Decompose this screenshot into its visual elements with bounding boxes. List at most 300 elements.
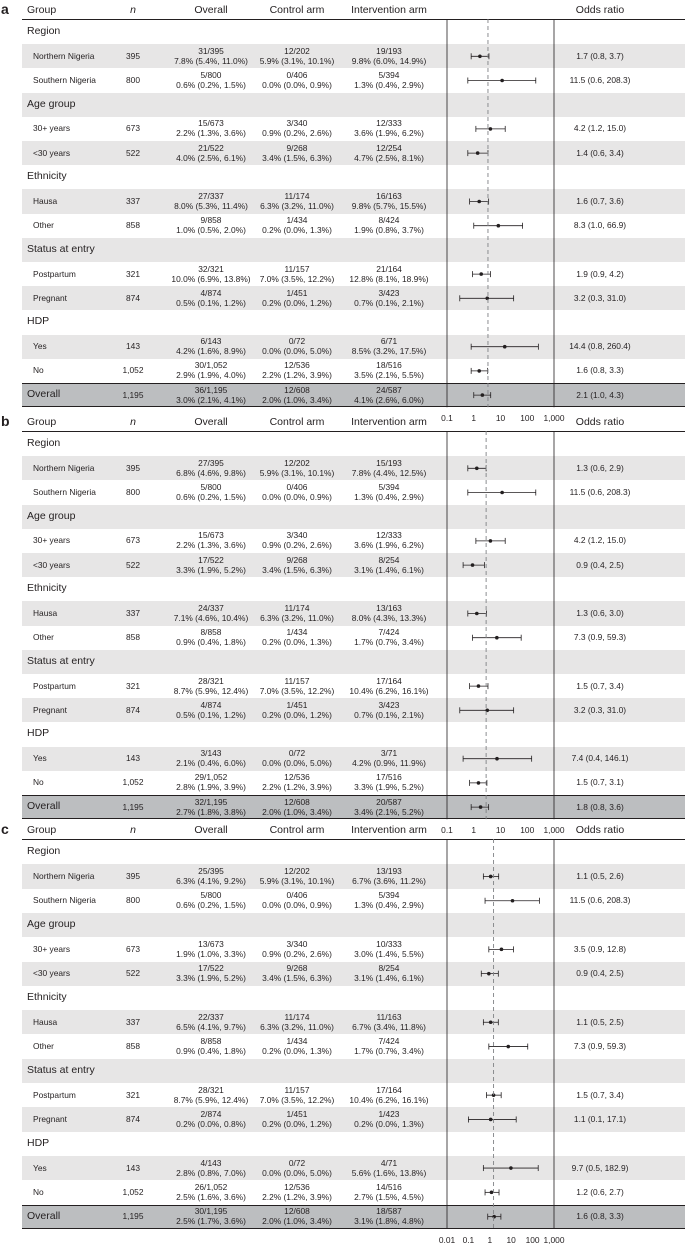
odds-ratio-text: 1.1 (0.1, 17.1) xyxy=(573,1113,627,1124)
control-arm-cell-percent: 0.2% (0.0%, 1.2%) xyxy=(262,1118,332,1129)
odds-ratio-text: 1.5 (0.7, 3.4) xyxy=(576,680,624,691)
row-label: Postpartum xyxy=(33,1089,76,1100)
odds-ratio-point xyxy=(509,1166,513,1170)
overall-cell-percent: 0.9% (0.4%, 1.8%) xyxy=(176,637,246,648)
overall-cell-count: 5/800 xyxy=(200,70,222,80)
control-arm-cell-percent: 2.2% (1.2%, 3.9%) xyxy=(262,782,332,793)
intervention-arm-cell-count: 20/587 xyxy=(376,796,402,807)
overall-cell-count: 5/800 xyxy=(200,482,222,492)
n-value: 1,195 xyxy=(122,389,144,400)
control-arm-cell-count: 11/174 xyxy=(284,191,310,201)
intervention-arm-cell-count: 17/516 xyxy=(376,772,402,783)
axis-tick-label: 0.1 xyxy=(441,825,453,836)
n-value: 874 xyxy=(126,292,140,303)
control-arm-cell-percent: 2.0% (1.0%, 3.4%) xyxy=(262,1216,332,1227)
odds-ratio-text: 1.6 (0.7, 3.6) xyxy=(576,196,624,206)
odds-ratio-text: 1.2 (0.6, 2.7) xyxy=(576,1186,624,1197)
section-title: Age group xyxy=(27,97,76,110)
n-value: 337 xyxy=(126,196,140,206)
overall-cell-count: 15/673 xyxy=(198,530,224,541)
control-arm-cell-count: 1/434 xyxy=(286,627,308,638)
overall-cell-count: 8/858 xyxy=(200,1036,222,1047)
overall-cell-count: 28/321 xyxy=(198,675,224,686)
n-value: 1,052 xyxy=(122,1186,144,1197)
overall-label: Overall xyxy=(27,1209,61,1222)
section-title: Ethnicity xyxy=(27,170,67,183)
section-title: Age group xyxy=(27,509,76,522)
overall-cell-count: 28/321 xyxy=(198,1084,224,1095)
odds-ratio-point xyxy=(489,127,493,131)
overall-cell-percent: 2.5% (1.6%, 3.6%) xyxy=(176,1191,246,1202)
control-arm-cell-percent: 2.2% (1.2%, 3.9%) xyxy=(262,370,332,381)
intervention-arm-cell-percent: 10.4% (6.2%, 16.1%) xyxy=(349,685,429,696)
control-arm-cell-percent: 0.9% (0.2%, 2.6%) xyxy=(262,948,332,959)
overall-label: Overall xyxy=(27,388,61,401)
intervention-arm-cell-count: 10/333 xyxy=(376,938,402,949)
odds-ratio-point xyxy=(477,781,481,785)
n-value: 874 xyxy=(126,1113,140,1124)
intervention-arm-cell-percent: 3.6% (1.9%, 6.2%) xyxy=(354,128,424,139)
overall-cell-percent: 7.1% (4.6%, 10.4%) xyxy=(173,613,249,623)
odds-ratio-text: 1.6 (0.8, 3.3) xyxy=(576,1211,624,1222)
control-arm-cell-count: 0/406 xyxy=(286,890,308,901)
overall-cell-count: 9/858 xyxy=(200,215,222,226)
row-label: Yes xyxy=(33,1162,47,1173)
odds-ratio-point xyxy=(479,272,483,276)
overall-cell-count: 4/143 xyxy=(200,1157,222,1168)
intervention-arm-cell-count: 21/164 xyxy=(376,263,402,274)
overall-cell-percent: 2.2% (1.3%, 3.6%) xyxy=(176,540,246,551)
control-arm-cell-percent: 6.3% (3.2%, 11.0%) xyxy=(260,1021,334,1032)
intervention-arm-cell-count: 19/193 xyxy=(376,45,402,56)
header-group: Group xyxy=(27,416,57,428)
intervention-arm-cell-count: 15/193 xyxy=(376,457,402,468)
n-value: 1,052 xyxy=(122,365,144,376)
overall-cell-count: 2/874 xyxy=(200,1108,222,1119)
overall-cell-count: 24/337 xyxy=(198,603,224,613)
odds-ratio-text: 8.3 (1.0, 66.9) xyxy=(573,220,627,231)
control-arm-cell-count: 12/202 xyxy=(284,865,310,876)
n-value: 800 xyxy=(126,895,140,906)
odds-ratio-point xyxy=(500,79,504,83)
overall-cell-percent: 4.2% (1.6%, 8.9%) xyxy=(176,346,246,357)
n-value: 143 xyxy=(126,1162,140,1173)
control-arm-cell-count: 1/451 xyxy=(286,287,308,298)
odds-ratio-point xyxy=(506,1045,510,1049)
odds-ratio-point xyxy=(500,491,504,495)
intervention-arm-cell-percent: 0.7% (0.1%, 2.1%) xyxy=(354,709,424,720)
n-value: 800 xyxy=(126,487,140,497)
n-value: 874 xyxy=(126,704,140,715)
control-arm-cell-percent: 0.9% (0.2%, 2.6%) xyxy=(262,540,332,551)
odds-ratio-text: 9.7 (0.5, 182.9) xyxy=(571,1162,629,1173)
n-value: 1,195 xyxy=(122,801,144,812)
control-arm-cell-percent: 0.2% (0.0%, 1.3%) xyxy=(262,225,332,236)
n-value: 337 xyxy=(126,608,140,618)
n-value: 522 xyxy=(126,968,140,979)
header-control-arm: Control arm xyxy=(269,4,325,16)
row-label: Northern Nigeria xyxy=(33,462,95,473)
section-title: Age group xyxy=(27,917,76,930)
overall-cell-count: 36/1,195 xyxy=(194,384,228,395)
odds-ratio-point xyxy=(479,805,483,809)
intervention-arm-cell-percent: 10.4% (6.2%, 16.1%) xyxy=(349,1094,429,1105)
overall-cell-count: 26/1,052 xyxy=(194,1181,228,1192)
odds-ratio-point xyxy=(492,1215,496,1219)
control-arm-cell-count: 11/157 xyxy=(284,1084,310,1095)
row-label: Northern Nigeria xyxy=(33,50,95,61)
control-arm-cell-percent: 0.2% (0.0%, 1.2%) xyxy=(262,709,332,720)
control-arm-cell-count: 11/157 xyxy=(284,675,310,686)
odds-ratio-point xyxy=(489,539,493,543)
control-arm-cell-count: 0/72 xyxy=(288,748,306,759)
row-label: <30 years xyxy=(33,559,71,570)
odds-ratio-text: 3.5 (0.9, 12.8) xyxy=(573,943,627,954)
overall-cell-count: 25/395 xyxy=(198,865,224,876)
intervention-arm-cell-count: 8/254 xyxy=(378,554,400,565)
control-arm-cell-count: 9/268 xyxy=(286,963,308,974)
overall-cell-percent: 3.3% (1.9%, 5.2%) xyxy=(176,564,246,575)
overall-cell-count: 27/337 xyxy=(198,191,224,201)
overall-cell-count: 30/1,195 xyxy=(194,1206,228,1217)
intervention-arm-cell-percent: 8.0% (4.3%, 13.3%) xyxy=(351,613,427,623)
header-group: Group xyxy=(27,824,57,836)
row-label: Southern Nigeria xyxy=(33,895,96,906)
control-arm-cell-count: 12/202 xyxy=(284,45,310,56)
overall-cell-percent: 2.8% (1.9%, 3.9%) xyxy=(176,782,246,793)
intervention-arm-cell-count: 5/394 xyxy=(378,70,400,80)
row-label: Yes xyxy=(33,341,47,352)
control-arm-cell-percent: 2.0% (1.0%, 3.4%) xyxy=(262,806,332,817)
intervention-arm-cell-percent: 7.8% (4.4%, 12.5%) xyxy=(351,467,427,478)
row-label: Hausa xyxy=(33,608,58,618)
odds-ratio-text: 11.5 (0.6, 208.3) xyxy=(569,75,631,85)
odds-ratio-text: 1.8 (0.8, 3.6) xyxy=(576,801,624,812)
odds-ratio-point xyxy=(500,948,504,952)
overall-cell-percent: 6.3% (4.1%, 9.2%) xyxy=(176,875,246,886)
control-arm-cell-count: 3/340 xyxy=(286,938,308,949)
control-arm-cell-count: 11/174 xyxy=(284,603,310,613)
row-label: <30 years xyxy=(33,968,71,979)
n-value: 395 xyxy=(126,870,140,881)
intervention-arm-cell-count: 13/193 xyxy=(376,865,402,876)
axis-tick-label: 10 xyxy=(495,413,506,424)
odds-ratio-text: 3.2 (0.3, 31.0) xyxy=(573,292,627,303)
overall-cell-percent: 0.2% (0.0%, 0.8%) xyxy=(176,1118,246,1129)
axis-tick-label: 100 xyxy=(520,825,535,836)
axis-tick-label: 100 xyxy=(520,413,535,424)
overall-cell-percent: 3.3% (1.9%, 5.2%) xyxy=(176,973,246,984)
overall-cell-count: 30/1,052 xyxy=(194,360,228,371)
odds-ratio-point xyxy=(495,636,499,640)
n-value: 143 xyxy=(126,753,140,764)
overall-cell-count: 8/858 xyxy=(200,627,222,638)
intervention-arm-cell-percent: 1.7% (0.7%, 3.4%) xyxy=(354,637,424,648)
control-arm-cell-count: 12/536 xyxy=(284,772,310,783)
overall-cell-count: 29/1,052 xyxy=(194,772,228,783)
row-label: Hausa xyxy=(33,196,58,206)
intervention-arm-cell-percent: 3.5% (2.1%, 5.5%) xyxy=(354,370,424,381)
control-arm-cell-percent: 2.2% (1.2%, 3.9%) xyxy=(262,1191,332,1202)
intervention-arm-cell-count: 4/71 xyxy=(380,1157,398,1168)
intervention-arm-cell-count: 3/423 xyxy=(378,287,400,298)
intervention-arm-cell-count: 17/164 xyxy=(376,1084,402,1095)
overall-cell-percent: 8.0% (5.3%, 11.4%) xyxy=(174,201,248,211)
control-arm-cell-count: 0/72 xyxy=(288,336,306,347)
axis-tick-label: 10 xyxy=(506,1234,516,1245)
intervention-arm-cell-count: 11/163 xyxy=(376,1011,402,1022)
overall-cell-percent: 0.6% (0.2%, 1.5%) xyxy=(176,900,246,911)
overall-cell-count: 17/522 xyxy=(198,963,224,974)
control-arm-cell-count: 1/451 xyxy=(286,699,308,710)
control-arm-cell-count: 12/608 xyxy=(284,1206,310,1217)
overall-cell-count: 4/874 xyxy=(200,699,222,710)
n-value: 321 xyxy=(126,268,140,279)
control-arm-cell-count: 3/340 xyxy=(286,530,308,541)
n-value: 522 xyxy=(126,559,140,570)
section-title: Ethnicity xyxy=(27,582,67,595)
control-arm-cell-count: 11/174 xyxy=(284,1011,310,1022)
overall-cell-count: 13/673 xyxy=(198,938,224,949)
axis-tick-label: 100 xyxy=(525,1234,540,1245)
axis-tick-label: 1 xyxy=(487,1234,493,1245)
section-title: Status at entry xyxy=(27,654,95,667)
control-arm-cell-percent: 0.0% (0.0%, 5.0%) xyxy=(262,346,332,357)
overall-cell-count: 6/143 xyxy=(200,336,222,347)
control-arm-cell-count: 1/451 xyxy=(286,1108,308,1119)
intervention-arm-cell-percent: 12.8% (8.1%, 18.9%) xyxy=(349,273,429,284)
intervention-arm-cell-percent: 1.3% (0.4%, 2.9%) xyxy=(354,492,424,502)
overall-cell-percent: 0.5% (0.1%, 1.2%) xyxy=(176,709,246,720)
odds-ratio-text: 1.3 (0.6, 2.9) xyxy=(576,462,624,473)
header-n-text: n xyxy=(130,824,136,836)
header-n-text: n xyxy=(130,4,136,16)
overall-cell-percent: 0.5% (0.1%, 1.2%) xyxy=(176,297,246,308)
header-control-arm: Control arm xyxy=(269,416,325,428)
overall-cell-count: 4/874 xyxy=(200,287,222,298)
header-odds-ratio: Odds ratio xyxy=(575,824,625,836)
odds-ratio-text: 0.9 (0.4, 2.5) xyxy=(576,968,624,979)
odds-ratio-text: 11.5 (0.6, 208.3) xyxy=(569,895,631,906)
row-label: Other xyxy=(33,1041,54,1052)
overall-cell-percent: 4.0% (2.5%, 6.1%) xyxy=(176,152,246,163)
overall-cell-percent: 2.5% (1.7%, 3.6%) xyxy=(176,1216,246,1227)
overall-cell-percent: 8.7% (5.9%, 12.4%) xyxy=(173,1094,249,1105)
row-label: Northern Nigeria xyxy=(33,870,95,881)
odds-ratio-point xyxy=(489,1118,493,1122)
row-label: No xyxy=(33,777,44,788)
header-overall: Overall xyxy=(194,416,228,428)
odds-ratio-point xyxy=(497,224,501,228)
overall-cell-percent: 8.7% (5.9%, 12.4%) xyxy=(173,685,249,696)
odds-ratio-text: 7.4 (0.4, 146.1) xyxy=(571,753,629,764)
odds-ratio-text: 1.6 (0.8, 3.3) xyxy=(576,365,624,376)
row-label: Southern Nigeria xyxy=(33,75,96,85)
odds-ratio-text: 3.2 (0.3, 31.0) xyxy=(573,704,627,715)
odds-ratio-point xyxy=(476,151,480,155)
odds-ratio-point xyxy=(477,200,481,204)
intervention-arm-cell-count: 12/333 xyxy=(376,530,402,541)
odds-ratio-text: 7.3 (0.9, 59.3) xyxy=(573,1041,627,1052)
odds-ratio-text: 4.2 (1.2, 15.0) xyxy=(573,535,627,546)
n-value: 321 xyxy=(126,1089,140,1100)
axis-tick-label: 0.1 xyxy=(441,413,453,424)
odds-ratio-point xyxy=(477,684,481,688)
n-value: 522 xyxy=(126,147,140,158)
overall-cell-percent: 0.9% (0.4%, 1.8%) xyxy=(176,1046,246,1057)
intervention-arm-cell-percent: 3.4% (2.1%, 5.2%) xyxy=(354,806,424,817)
overall-label: Overall xyxy=(27,800,61,813)
control-arm-cell-count: 12/202 xyxy=(284,457,310,468)
control-arm-cell-percent: 0.0% (0.0%, 5.0%) xyxy=(262,758,332,769)
odds-ratio-point xyxy=(471,563,475,567)
n-value: 143 xyxy=(126,341,140,352)
row-label: Hausa xyxy=(33,1016,58,1027)
control-arm-cell-count: 9/268 xyxy=(286,554,308,565)
n-value: 321 xyxy=(126,680,140,691)
overall-cell-percent: 2.8% (0.8%, 7.0%) xyxy=(176,1167,246,1178)
overall-cell-percent: 0.6% (0.2%, 1.5%) xyxy=(176,492,246,502)
row-label: Pregnant xyxy=(33,292,67,303)
n-value: 858 xyxy=(126,632,140,643)
row-label: Pregnant xyxy=(33,704,67,715)
intervention-arm-cell-percent: 3.3% (1.9%, 5.2%) xyxy=(354,782,424,793)
odds-ratio-text: 2.1 (1.0, 4.3) xyxy=(576,389,624,400)
row-label: Postpartum xyxy=(33,680,76,691)
odds-ratio-point xyxy=(478,55,482,59)
overall-cell-count: 27/395 xyxy=(198,457,224,468)
control-arm-cell-count: 12/536 xyxy=(284,1181,310,1192)
n-value: 395 xyxy=(126,50,140,61)
overall-cell-count: 15/673 xyxy=(198,118,224,129)
section-title: HDP xyxy=(27,727,50,740)
panel-letter: c xyxy=(1,821,9,837)
intervention-arm-cell-percent: 4.1% (2.6%, 6.0%) xyxy=(354,394,424,405)
odds-ratio-point xyxy=(481,393,485,397)
overall-cell-count: 21/522 xyxy=(198,142,224,153)
overall-cell-percent: 10.0% (6.9%, 13.8%) xyxy=(171,273,251,284)
control-arm-cell-percent: 5.9% (3.1%, 10.1%) xyxy=(259,467,335,478)
overall-cell-percent: 2.1% (0.4%, 6.0%) xyxy=(176,758,246,769)
intervention-arm-cell-count: 7/424 xyxy=(378,627,400,638)
axis-tick-label: 0.01 xyxy=(438,1234,456,1245)
odds-ratio-point xyxy=(477,369,481,373)
odds-ratio-point xyxy=(495,757,499,761)
control-arm-cell-percent: 0.9% (0.2%, 2.6%) xyxy=(262,128,332,139)
control-arm-cell-count: 1/434 xyxy=(286,1036,308,1047)
n-value: 800 xyxy=(126,75,140,85)
control-arm-cell-percent: 3.4% (1.5%, 6.3%) xyxy=(262,973,332,984)
control-arm-cell-count: 12/608 xyxy=(284,384,310,395)
control-arm-cell-percent: 0.2% (0.0%, 1.3%) xyxy=(262,637,332,648)
header-group: Group xyxy=(27,4,57,16)
row-label: No xyxy=(33,365,44,376)
odds-ratio-text: 1.5 (0.7, 3.4) xyxy=(576,1089,624,1100)
overall-cell-percent: 2.2% (1.3%, 3.6%) xyxy=(176,128,246,139)
overall-cell-count: 17/522 xyxy=(198,554,224,565)
axis-tick-label: 1,000 xyxy=(543,1234,565,1245)
overall-cell-percent: 6.5% (4.1%, 9.7%) xyxy=(176,1021,246,1032)
header-n-text: n xyxy=(130,416,136,428)
overall-cell-percent: 0.6% (0.2%, 1.5%) xyxy=(176,80,246,90)
n-value: 1,195 xyxy=(122,1211,144,1222)
overall-cell-percent: 2.7% (1.8%, 3.8%) xyxy=(176,806,246,817)
control-arm-cell-percent: 0.2% (0.0%, 1.2%) xyxy=(262,297,332,308)
odds-ratio-point xyxy=(489,875,493,879)
section-title: Region xyxy=(27,845,61,857)
overall-cell-percent: 6.8% (4.6%, 9.8%) xyxy=(176,467,246,478)
odds-ratio-text: 4.2 (1.2, 15.0) xyxy=(573,123,627,134)
intervention-arm-cell-count: 18/587 xyxy=(376,1206,402,1217)
control-arm-cell-count: 12/536 xyxy=(284,360,310,371)
overall-cell-percent: 2.9% (1.9%, 4.0%) xyxy=(176,370,246,381)
n-value: 395 xyxy=(126,462,140,473)
n-value: 673 xyxy=(126,535,140,546)
control-arm-cell-percent: 7.0% (3.5%, 12.2%) xyxy=(259,1094,335,1105)
header-overall: Overall xyxy=(194,4,228,16)
intervention-arm-cell-count: 8/254 xyxy=(378,963,400,974)
overall-cell-count: 32/321 xyxy=(198,263,224,274)
intervention-arm-cell-count: 16/163 xyxy=(376,191,402,201)
section-title: HDP xyxy=(27,315,50,328)
row-label: 30+ years xyxy=(33,943,71,954)
section-title: Status at entry xyxy=(27,242,95,255)
control-arm-cell-count: 0/406 xyxy=(286,70,308,80)
axis-tick-label: 1 xyxy=(471,825,477,836)
intervention-arm-cell-percent: 1.3% (0.4%, 2.9%) xyxy=(354,80,424,90)
intervention-arm-cell-percent: 6.7% (3.6%, 11.2%) xyxy=(352,875,426,886)
odds-ratio-point xyxy=(511,899,515,903)
row-label: 30+ years xyxy=(33,123,71,134)
control-arm-cell-count: 0/72 xyxy=(288,1157,306,1168)
panel-letter: a xyxy=(1,1,9,17)
odds-ratio-text: 11.5 (0.6, 208.3) xyxy=(569,487,631,497)
overall-cell-count: 31/395 xyxy=(198,45,224,56)
section-title: Region xyxy=(27,437,61,449)
intervention-arm-cell-count: 1/423 xyxy=(378,1108,400,1119)
control-arm-cell-percent: 6.3% (3.2%, 11.0%) xyxy=(260,201,334,211)
intervention-arm-cell-count: 13/163 xyxy=(376,603,402,613)
control-arm-cell-percent: 3.4% (1.5%, 6.3%) xyxy=(262,152,332,163)
row-label: Other xyxy=(33,632,54,643)
panel-letter: b xyxy=(1,413,10,429)
intervention-arm-cell-percent: 0.2% (0.0%, 1.3%) xyxy=(354,1118,424,1129)
odds-ratio-point xyxy=(503,345,507,349)
overall-cell-percent: 1.0% (0.5%, 2.0%) xyxy=(176,225,246,236)
odds-ratio-text: 1.7 (0.8, 3.7) xyxy=(576,50,624,61)
control-arm-cell-percent: 0.0% (0.0%, 0.9%) xyxy=(262,492,332,502)
section-title: HDP xyxy=(27,1136,50,1149)
intervention-arm-cell-percent: 9.8% (5.7%, 15.5%) xyxy=(351,201,427,211)
odds-ratio-text: 1.1 (0.5, 2.5) xyxy=(576,1016,624,1027)
overall-cell-percent: 7.8% (5.4%, 11.0%) xyxy=(174,55,248,66)
control-arm-cell-count: 12/608 xyxy=(284,796,310,807)
row-label: 30+ years xyxy=(33,535,71,546)
intervention-arm-cell-count: 8/424 xyxy=(378,215,400,226)
row-label: <30 years xyxy=(33,147,71,158)
odds-ratio-text: 1.9 (0.9, 4.2) xyxy=(576,268,624,279)
overall-cell-percent: 1.9% (1.0%, 3.3%) xyxy=(176,948,246,959)
axis-tick-label: 1,000 xyxy=(543,413,565,424)
overall-cell-count: 22/337 xyxy=(198,1011,224,1022)
odds-ratio-text: 1.1 (0.5, 2.6) xyxy=(576,870,624,881)
odds-ratio-text: 0.9 (0.4, 2.5) xyxy=(576,559,624,570)
intervention-arm-cell-percent: 1.7% (0.7%, 3.4%) xyxy=(354,1046,424,1057)
intervention-arm-cell-percent: 3.1% (1.4%, 6.1%) xyxy=(354,973,424,984)
row-label: Pregnant xyxy=(33,1113,67,1124)
control-arm-cell-percent: 7.0% (3.5%, 12.2%) xyxy=(259,273,335,284)
odds-ratio-point xyxy=(475,612,479,616)
